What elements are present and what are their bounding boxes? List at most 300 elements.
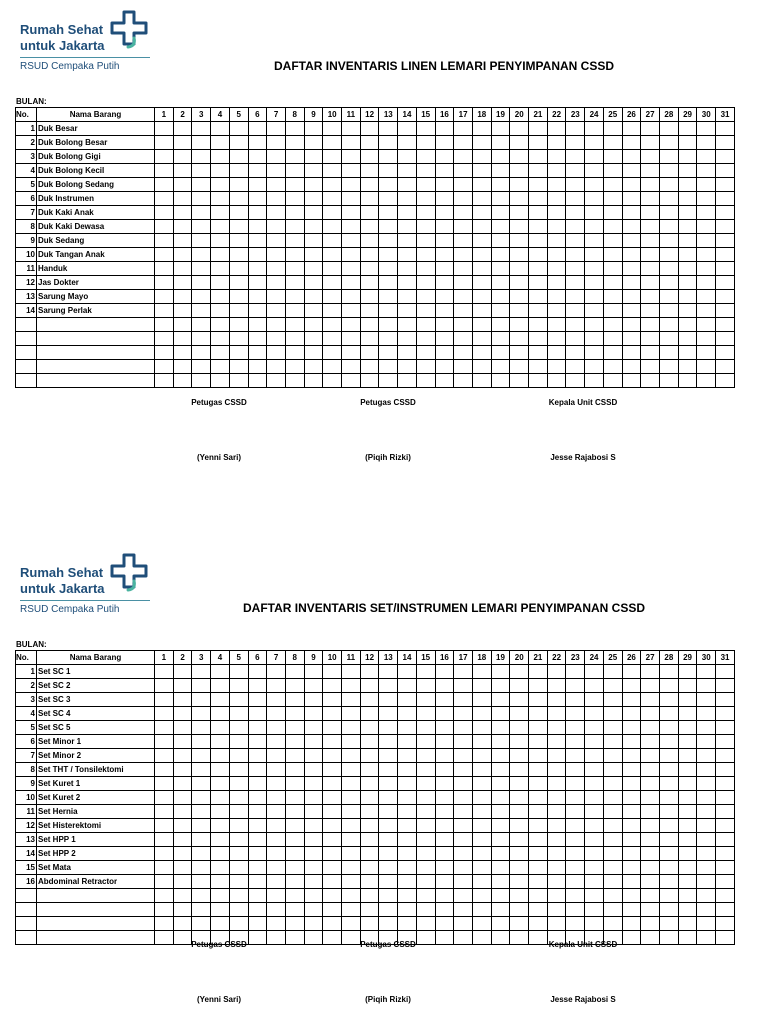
- day-cell[interactable]: [416, 889, 435, 903]
- day-cell[interactable]: [360, 889, 379, 903]
- day-cell[interactable]: [267, 805, 286, 819]
- day-cell[interactable]: [304, 318, 323, 332]
- day-cell[interactable]: [529, 903, 548, 917]
- day-cell[interactable]: [360, 318, 379, 332]
- day-cell[interactable]: [192, 234, 211, 248]
- day-cell[interactable]: [342, 679, 361, 693]
- day-cell[interactable]: [416, 164, 435, 178]
- day-cell[interactable]: [697, 931, 716, 945]
- day-cell[interactable]: [323, 791, 342, 805]
- day-cell[interactable]: [229, 735, 248, 749]
- day-cell[interactable]: [678, 833, 697, 847]
- day-cell[interactable]: [304, 150, 323, 164]
- day-cell[interactable]: [323, 693, 342, 707]
- day-cell[interactable]: [211, 847, 230, 861]
- day-cell[interactable]: [566, 234, 585, 248]
- day-cell[interactable]: [454, 122, 473, 136]
- day-cell[interactable]: [211, 889, 230, 903]
- day-cell[interactable]: [491, 164, 510, 178]
- day-cell[interactable]: [173, 178, 192, 192]
- day-cell[interactable]: [697, 304, 716, 318]
- day-cell[interactable]: [211, 805, 230, 819]
- day-cell[interactable]: [529, 318, 548, 332]
- day-cell[interactable]: [472, 150, 491, 164]
- day-cell[interactable]: [416, 875, 435, 889]
- day-cell[interactable]: [659, 833, 678, 847]
- day-cell[interactable]: [285, 192, 304, 206]
- day-cell[interactable]: [622, 276, 641, 290]
- day-cell[interactable]: [379, 875, 398, 889]
- day-cell[interactable]: [379, 749, 398, 763]
- day-cell[interactable]: [416, 290, 435, 304]
- day-cell[interactable]: [379, 304, 398, 318]
- day-cell[interactable]: [248, 248, 267, 262]
- day-cell[interactable]: [398, 136, 417, 150]
- day-cell[interactable]: [547, 346, 566, 360]
- day-cell[interactable]: [697, 192, 716, 206]
- day-cell[interactable]: [285, 290, 304, 304]
- day-cell[interactable]: [304, 833, 323, 847]
- day-cell[interactable]: [472, 220, 491, 234]
- day-cell[interactable]: [323, 374, 342, 388]
- day-cell[interactable]: [547, 707, 566, 721]
- day-cell[interactable]: [547, 721, 566, 735]
- day-cell[interactable]: [510, 248, 529, 262]
- day-cell[interactable]: [603, 791, 622, 805]
- day-cell[interactable]: [491, 679, 510, 693]
- day-cell[interactable]: [342, 262, 361, 276]
- day-cell[interactable]: [285, 693, 304, 707]
- day-cell[interactable]: [678, 304, 697, 318]
- day-cell[interactable]: [547, 833, 566, 847]
- day-cell[interactable]: [342, 861, 361, 875]
- day-cell[interactable]: [547, 276, 566, 290]
- day-cell[interactable]: [323, 276, 342, 290]
- day-cell[interactable]: [304, 679, 323, 693]
- day-cell[interactable]: [211, 763, 230, 777]
- day-cell[interactable]: [173, 665, 192, 679]
- day-cell[interactable]: [323, 861, 342, 875]
- day-cell[interactable]: [491, 665, 510, 679]
- day-cell[interactable]: [229, 304, 248, 318]
- day-cell[interactable]: [697, 903, 716, 917]
- day-cell[interactable]: [155, 220, 174, 234]
- day-cell[interactable]: [491, 150, 510, 164]
- day-cell[interactable]: [379, 721, 398, 735]
- day-cell[interactable]: [248, 665, 267, 679]
- day-cell[interactable]: [435, 290, 454, 304]
- day-cell[interactable]: [659, 150, 678, 164]
- day-cell[interactable]: [678, 819, 697, 833]
- day-cell[interactable]: [678, 220, 697, 234]
- day-cell[interactable]: [229, 150, 248, 164]
- day-cell[interactable]: [342, 917, 361, 931]
- day-cell[interactable]: [192, 875, 211, 889]
- day-cell[interactable]: [491, 262, 510, 276]
- day-cell[interactable]: [416, 332, 435, 346]
- day-cell[interactable]: [360, 360, 379, 374]
- day-cell[interactable]: [529, 707, 548, 721]
- day-cell[interactable]: [697, 889, 716, 903]
- day-cell[interactable]: [229, 833, 248, 847]
- day-cell[interactable]: [454, 777, 473, 791]
- day-cell[interactable]: [566, 290, 585, 304]
- day-cell[interactable]: [173, 122, 192, 136]
- day-cell[interactable]: [529, 763, 548, 777]
- day-cell[interactable]: [379, 833, 398, 847]
- day-cell[interactable]: [248, 721, 267, 735]
- day-cell[interactable]: [659, 763, 678, 777]
- day-cell[interactable]: [285, 847, 304, 861]
- day-cell[interactable]: [566, 178, 585, 192]
- day-cell[interactable]: [398, 346, 417, 360]
- day-cell[interactable]: [585, 150, 604, 164]
- day-cell[interactable]: [435, 374, 454, 388]
- day-cell[interactable]: [379, 805, 398, 819]
- day-cell[interactable]: [472, 763, 491, 777]
- day-cell[interactable]: [659, 791, 678, 805]
- day-cell[interactable]: [547, 290, 566, 304]
- day-cell[interactable]: [510, 917, 529, 931]
- day-cell[interactable]: [416, 665, 435, 679]
- day-cell[interactable]: [416, 178, 435, 192]
- day-cell[interactable]: [585, 777, 604, 791]
- day-cell[interactable]: [342, 332, 361, 346]
- day-cell[interactable]: [454, 150, 473, 164]
- day-cell[interactable]: [398, 679, 417, 693]
- day-cell[interactable]: [472, 777, 491, 791]
- day-cell[interactable]: [211, 861, 230, 875]
- day-cell[interactable]: [435, 304, 454, 318]
- day-cell[interactable]: [416, 903, 435, 917]
- day-cell[interactable]: [342, 164, 361, 178]
- day-cell[interactable]: [697, 234, 716, 248]
- day-cell[interactable]: [510, 861, 529, 875]
- day-cell[interactable]: [641, 290, 660, 304]
- day-cell[interactable]: [547, 903, 566, 917]
- day-cell[interactable]: [416, 150, 435, 164]
- day-cell[interactable]: [622, 122, 641, 136]
- day-cell[interactable]: [323, 150, 342, 164]
- day-cell[interactable]: [435, 903, 454, 917]
- day-cell[interactable]: [641, 847, 660, 861]
- day-cell[interactable]: [192, 679, 211, 693]
- day-cell[interactable]: [435, 164, 454, 178]
- day-cell[interactable]: [267, 791, 286, 805]
- day-cell[interactable]: [342, 234, 361, 248]
- day-cell[interactable]: [323, 819, 342, 833]
- day-cell[interactable]: [192, 665, 211, 679]
- day-cell[interactable]: [678, 875, 697, 889]
- day-cell[interactable]: [248, 346, 267, 360]
- day-cell[interactable]: [454, 735, 473, 749]
- day-cell[interactable]: [285, 122, 304, 136]
- day-cell[interactable]: [342, 693, 361, 707]
- day-cell[interactable]: [192, 332, 211, 346]
- day-cell[interactable]: [229, 248, 248, 262]
- day-cell[interactable]: [379, 136, 398, 150]
- day-cell[interactable]: [398, 805, 417, 819]
- day-cell[interactable]: [697, 861, 716, 875]
- day-cell[interactable]: [192, 248, 211, 262]
- day-cell[interactable]: [229, 917, 248, 931]
- day-cell[interactable]: [491, 833, 510, 847]
- day-cell[interactable]: [472, 707, 491, 721]
- day-cell[interactable]: [454, 875, 473, 889]
- day-cell[interactable]: [192, 318, 211, 332]
- day-cell[interactable]: [304, 665, 323, 679]
- day-cell[interactable]: [716, 136, 735, 150]
- day-cell[interactable]: [342, 248, 361, 262]
- day-cell[interactable]: [211, 875, 230, 889]
- day-cell[interactable]: [323, 847, 342, 861]
- day-cell[interactable]: [229, 763, 248, 777]
- day-cell[interactable]: [304, 763, 323, 777]
- day-cell[interactable]: [491, 248, 510, 262]
- day-cell[interactable]: [342, 206, 361, 220]
- day-cell[interactable]: [547, 248, 566, 262]
- day-cell[interactable]: [155, 833, 174, 847]
- day-cell[interactable]: [155, 192, 174, 206]
- day-cell[interactable]: [173, 903, 192, 917]
- day-cell[interactable]: [285, 262, 304, 276]
- day-cell[interactable]: [472, 665, 491, 679]
- day-cell[interactable]: [398, 220, 417, 234]
- day-cell[interactable]: [547, 805, 566, 819]
- day-cell[interactable]: [491, 805, 510, 819]
- day-cell[interactable]: [248, 150, 267, 164]
- day-cell[interactable]: [716, 903, 735, 917]
- day-cell[interactable]: [435, 707, 454, 721]
- day-cell[interactable]: [454, 917, 473, 931]
- day-cell[interactable]: [659, 206, 678, 220]
- day-cell[interactable]: [379, 374, 398, 388]
- day-cell[interactable]: [323, 721, 342, 735]
- day-cell[interactable]: [566, 262, 585, 276]
- day-cell[interactable]: [360, 304, 379, 318]
- day-cell[interactable]: [173, 707, 192, 721]
- day-cell[interactable]: [529, 164, 548, 178]
- day-cell[interactable]: [510, 332, 529, 346]
- day-cell[interactable]: [472, 693, 491, 707]
- day-cell[interactable]: [454, 290, 473, 304]
- day-cell[interactable]: [192, 374, 211, 388]
- day-cell[interactable]: [379, 707, 398, 721]
- day-cell[interactable]: [641, 805, 660, 819]
- day-cell[interactable]: [192, 178, 211, 192]
- day-cell[interactable]: [641, 318, 660, 332]
- day-cell[interactable]: [416, 346, 435, 360]
- day-cell[interactable]: [304, 735, 323, 749]
- day-cell[interactable]: [659, 861, 678, 875]
- day-cell[interactable]: [379, 192, 398, 206]
- day-cell[interactable]: [192, 889, 211, 903]
- day-cell[interactable]: [622, 360, 641, 374]
- day-cell[interactable]: [547, 889, 566, 903]
- day-cell[interactable]: [323, 318, 342, 332]
- day-cell[interactable]: [547, 749, 566, 763]
- day-cell[interactable]: [323, 805, 342, 819]
- day-cell[interactable]: [211, 707, 230, 721]
- day-cell[interactable]: [416, 122, 435, 136]
- day-cell[interactable]: [529, 192, 548, 206]
- day-cell[interactable]: [173, 276, 192, 290]
- day-cell[interactable]: [304, 136, 323, 150]
- day-cell[interactable]: [229, 819, 248, 833]
- day-cell[interactable]: [435, 805, 454, 819]
- day-cell[interactable]: [622, 861, 641, 875]
- day-cell[interactable]: [229, 374, 248, 388]
- day-cell[interactable]: [529, 749, 548, 763]
- day-cell[interactable]: [267, 833, 286, 847]
- day-cell[interactable]: [622, 248, 641, 262]
- day-cell[interactable]: [342, 665, 361, 679]
- day-cell[interactable]: [510, 833, 529, 847]
- day-cell[interactable]: [248, 805, 267, 819]
- day-cell[interactable]: [678, 665, 697, 679]
- day-cell[interactable]: [416, 318, 435, 332]
- day-cell[interactable]: [435, 749, 454, 763]
- day-cell[interactable]: [229, 889, 248, 903]
- day-cell[interactable]: [435, 791, 454, 805]
- day-cell[interactable]: [716, 847, 735, 861]
- day-cell[interactable]: [547, 819, 566, 833]
- day-cell[interactable]: [585, 374, 604, 388]
- day-cell[interactable]: [304, 777, 323, 791]
- day-cell[interactable]: [173, 262, 192, 276]
- day-cell[interactable]: [342, 721, 361, 735]
- day-cell[interactable]: [155, 304, 174, 318]
- day-cell[interactable]: [585, 220, 604, 234]
- day-cell[interactable]: [547, 679, 566, 693]
- day-cell[interactable]: [323, 707, 342, 721]
- day-cell[interactable]: [267, 178, 286, 192]
- day-cell[interactable]: [491, 707, 510, 721]
- day-cell[interactable]: [622, 721, 641, 735]
- day-cell[interactable]: [659, 304, 678, 318]
- day-cell[interactable]: [267, 234, 286, 248]
- day-cell[interactable]: [454, 234, 473, 248]
- day-cell[interactable]: [211, 150, 230, 164]
- day-cell[interactable]: [323, 346, 342, 360]
- day-cell[interactable]: [603, 262, 622, 276]
- day-cell[interactable]: [323, 679, 342, 693]
- day-cell[interactable]: [454, 903, 473, 917]
- day-cell[interactable]: [211, 136, 230, 150]
- day-cell[interactable]: [285, 763, 304, 777]
- day-cell[interactable]: [659, 749, 678, 763]
- day-cell[interactable]: [472, 164, 491, 178]
- day-cell[interactable]: [285, 903, 304, 917]
- day-cell[interactable]: [173, 304, 192, 318]
- day-cell[interactable]: [435, 693, 454, 707]
- day-cell[interactable]: [248, 374, 267, 388]
- day-cell[interactable]: [416, 304, 435, 318]
- day-cell[interactable]: [603, 206, 622, 220]
- day-cell[interactable]: [285, 206, 304, 220]
- day-cell[interactable]: [379, 679, 398, 693]
- day-cell[interactable]: [416, 374, 435, 388]
- day-cell[interactable]: [585, 164, 604, 178]
- day-cell[interactable]: [323, 234, 342, 248]
- day-cell[interactable]: [435, 875, 454, 889]
- day-cell[interactable]: [211, 735, 230, 749]
- day-cell[interactable]: [155, 721, 174, 735]
- day-cell[interactable]: [566, 136, 585, 150]
- day-cell[interactable]: [585, 833, 604, 847]
- day-cell[interactable]: [155, 346, 174, 360]
- day-cell[interactable]: [603, 374, 622, 388]
- day-cell[interactable]: [304, 360, 323, 374]
- day-cell[interactable]: [641, 150, 660, 164]
- day-cell[interactable]: [641, 304, 660, 318]
- day-cell[interactable]: [379, 164, 398, 178]
- day-cell[interactable]: [716, 735, 735, 749]
- day-cell[interactable]: [304, 206, 323, 220]
- day-cell[interactable]: [585, 122, 604, 136]
- day-cell[interactable]: [529, 679, 548, 693]
- day-cell[interactable]: [173, 164, 192, 178]
- day-cell[interactable]: [622, 875, 641, 889]
- day-cell[interactable]: [641, 707, 660, 721]
- day-cell[interactable]: [641, 332, 660, 346]
- day-cell[interactable]: [173, 693, 192, 707]
- day-cell[interactable]: [173, 777, 192, 791]
- day-cell[interactable]: [659, 290, 678, 304]
- day-cell[interactable]: [622, 791, 641, 805]
- day-cell[interactable]: [547, 192, 566, 206]
- day-cell[interactable]: [285, 875, 304, 889]
- day-cell[interactable]: [454, 374, 473, 388]
- day-cell[interactable]: [155, 248, 174, 262]
- day-cell[interactable]: [379, 220, 398, 234]
- day-cell[interactable]: [360, 777, 379, 791]
- day-cell[interactable]: [529, 819, 548, 833]
- day-cell[interactable]: [342, 749, 361, 763]
- day-cell[interactable]: [716, 679, 735, 693]
- day-cell[interactable]: [622, 917, 641, 931]
- day-cell[interactable]: [173, 150, 192, 164]
- day-cell[interactable]: [360, 150, 379, 164]
- day-cell[interactable]: [603, 693, 622, 707]
- day-cell[interactable]: [342, 735, 361, 749]
- day-cell[interactable]: [491, 374, 510, 388]
- day-cell[interactable]: [304, 220, 323, 234]
- day-cell[interactable]: [716, 819, 735, 833]
- day-cell[interactable]: [211, 192, 230, 206]
- day-cell[interactable]: [229, 234, 248, 248]
- day-cell[interactable]: [547, 164, 566, 178]
- day-cell[interactable]: [342, 136, 361, 150]
- day-cell[interactable]: [192, 847, 211, 861]
- day-cell[interactable]: [173, 679, 192, 693]
- day-cell[interactable]: [155, 693, 174, 707]
- day-cell[interactable]: [510, 220, 529, 234]
- day-cell[interactable]: [491, 192, 510, 206]
- day-cell[interactable]: [659, 220, 678, 234]
- day-cell[interactable]: [267, 875, 286, 889]
- day-cell[interactable]: [416, 693, 435, 707]
- day-cell[interactable]: [304, 178, 323, 192]
- day-cell[interactable]: [603, 861, 622, 875]
- day-cell[interactable]: [659, 819, 678, 833]
- day-cell[interactable]: [566, 875, 585, 889]
- day-cell[interactable]: [304, 889, 323, 903]
- day-cell[interactable]: [229, 206, 248, 220]
- day-cell[interactable]: [547, 318, 566, 332]
- day-cell[interactable]: [304, 917, 323, 931]
- day-cell[interactable]: [304, 749, 323, 763]
